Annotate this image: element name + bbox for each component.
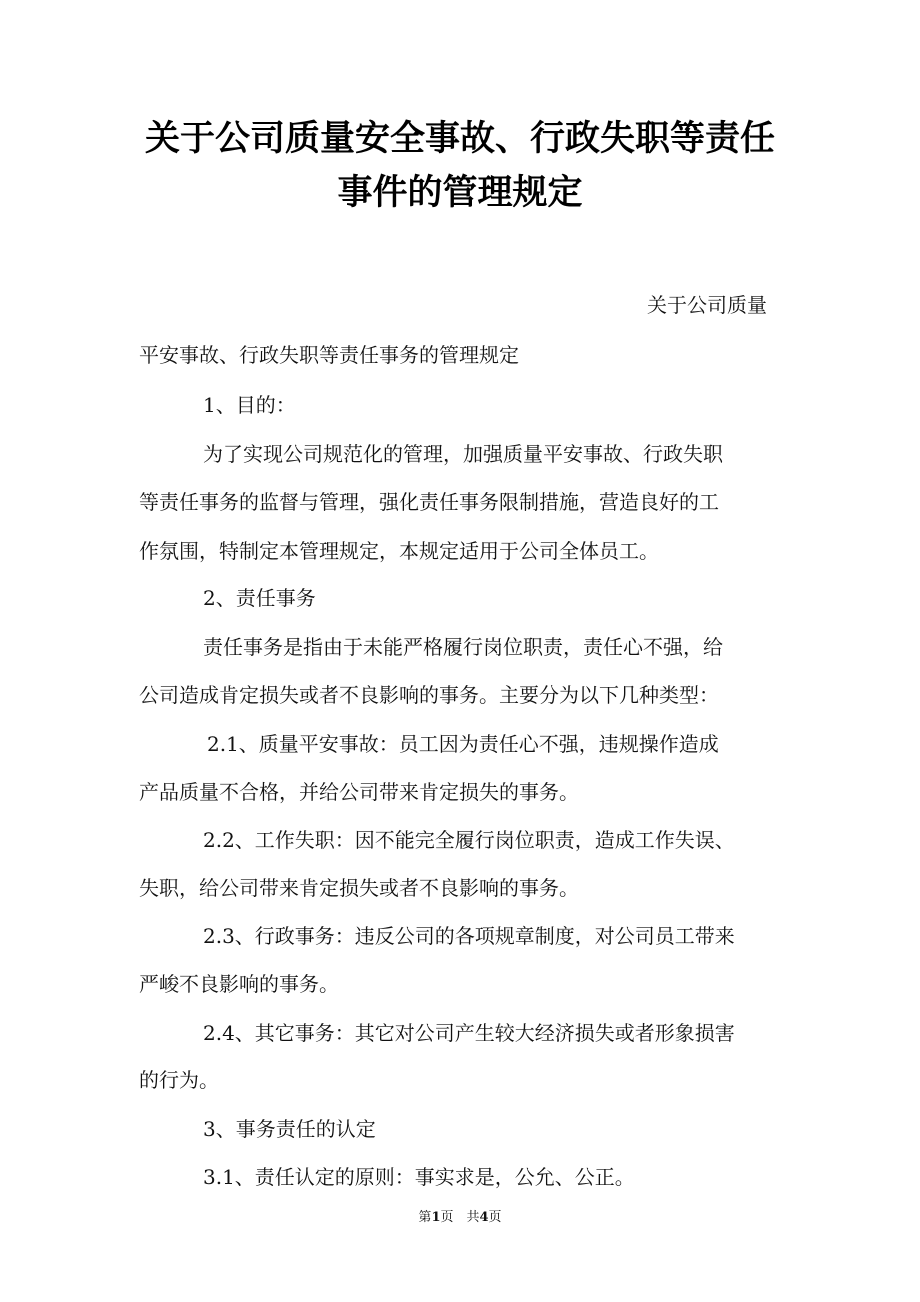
footer-page-prefix: 第 — [418, 1210, 432, 1225]
paragraph-line: 的行为。 — [139, 1068, 219, 1092]
title-line-1: 关于公司质量安全事故、行政失职等责任 — [144, 118, 775, 159]
title-line-2: 事件的管理规定 — [337, 172, 583, 213]
paragraph-line: 平安事故、行政失职等责任事务的管理规定 — [139, 343, 519, 367]
paragraph-line: 2.3、行政事务：违反公司的各项规章制度，对公司员工带来 — [203, 924, 735, 948]
paragraph-line: 严峻不良影响的事务。 — [139, 972, 339, 996]
page-footer — [0, 1206, 920, 1225]
paragraph-line: 为了实现公司规范化的管理，加强质量平安事故、行政失职 — [203, 442, 723, 466]
footer-page-total: 4 — [479, 1210, 489, 1225]
section-heading: 1、目的： — [203, 393, 296, 417]
subtitle-right: 关于公司质量 — [647, 293, 767, 317]
footer-page-suffix: 页 — [488, 1210, 502, 1225]
paragraph-line: 产品质量不合格，并给公司带来肯定损失的事务。 — [139, 780, 579, 804]
document-title — [0, 112, 920, 220]
paragraph-line: 失职，给公司带来肯定损失或者不良影响的事务。 — [139, 876, 579, 900]
paragraph-line: 责任事务是指由于未能严格履行岗位职责，责任心不强，给 — [203, 635, 723, 659]
paragraph-line: 2.4、其它事务：其它对公司产生较大经济损失或者形象损害 — [203, 1021, 735, 1045]
paragraph-line: 作氛围，特制定本管理规定，本规定适用于公司全体员工。 — [139, 539, 659, 563]
paragraph-line: 2.2、工作失职：因不能完全履行岗位职责，造成工作失误、 — [203, 828, 735, 852]
footer-page-current: 1 — [431, 1210, 441, 1225]
paragraph-line: 3.1、责任认定的原则：事实求是，公允、公正。 — [203, 1165, 635, 1189]
section-heading: 3、事务责任的认定 — [203, 1117, 376, 1141]
section-heading: 2、责任事务 — [203, 586, 316, 610]
paragraph-line: 公司造成肯定损失或者不良影响的事务。主要分为以下几种类型： — [139, 683, 719, 707]
paragraph-line: 等责任事务的监督与管理，强化责任事务限制措施，营造良好的工 — [139, 490, 719, 514]
paragraph-line: 2.1、质量平安事故：员工因为责任心不强，违规操作造成 — [207, 732, 719, 756]
footer-page-mid: 页 共 — [440, 1210, 480, 1225]
